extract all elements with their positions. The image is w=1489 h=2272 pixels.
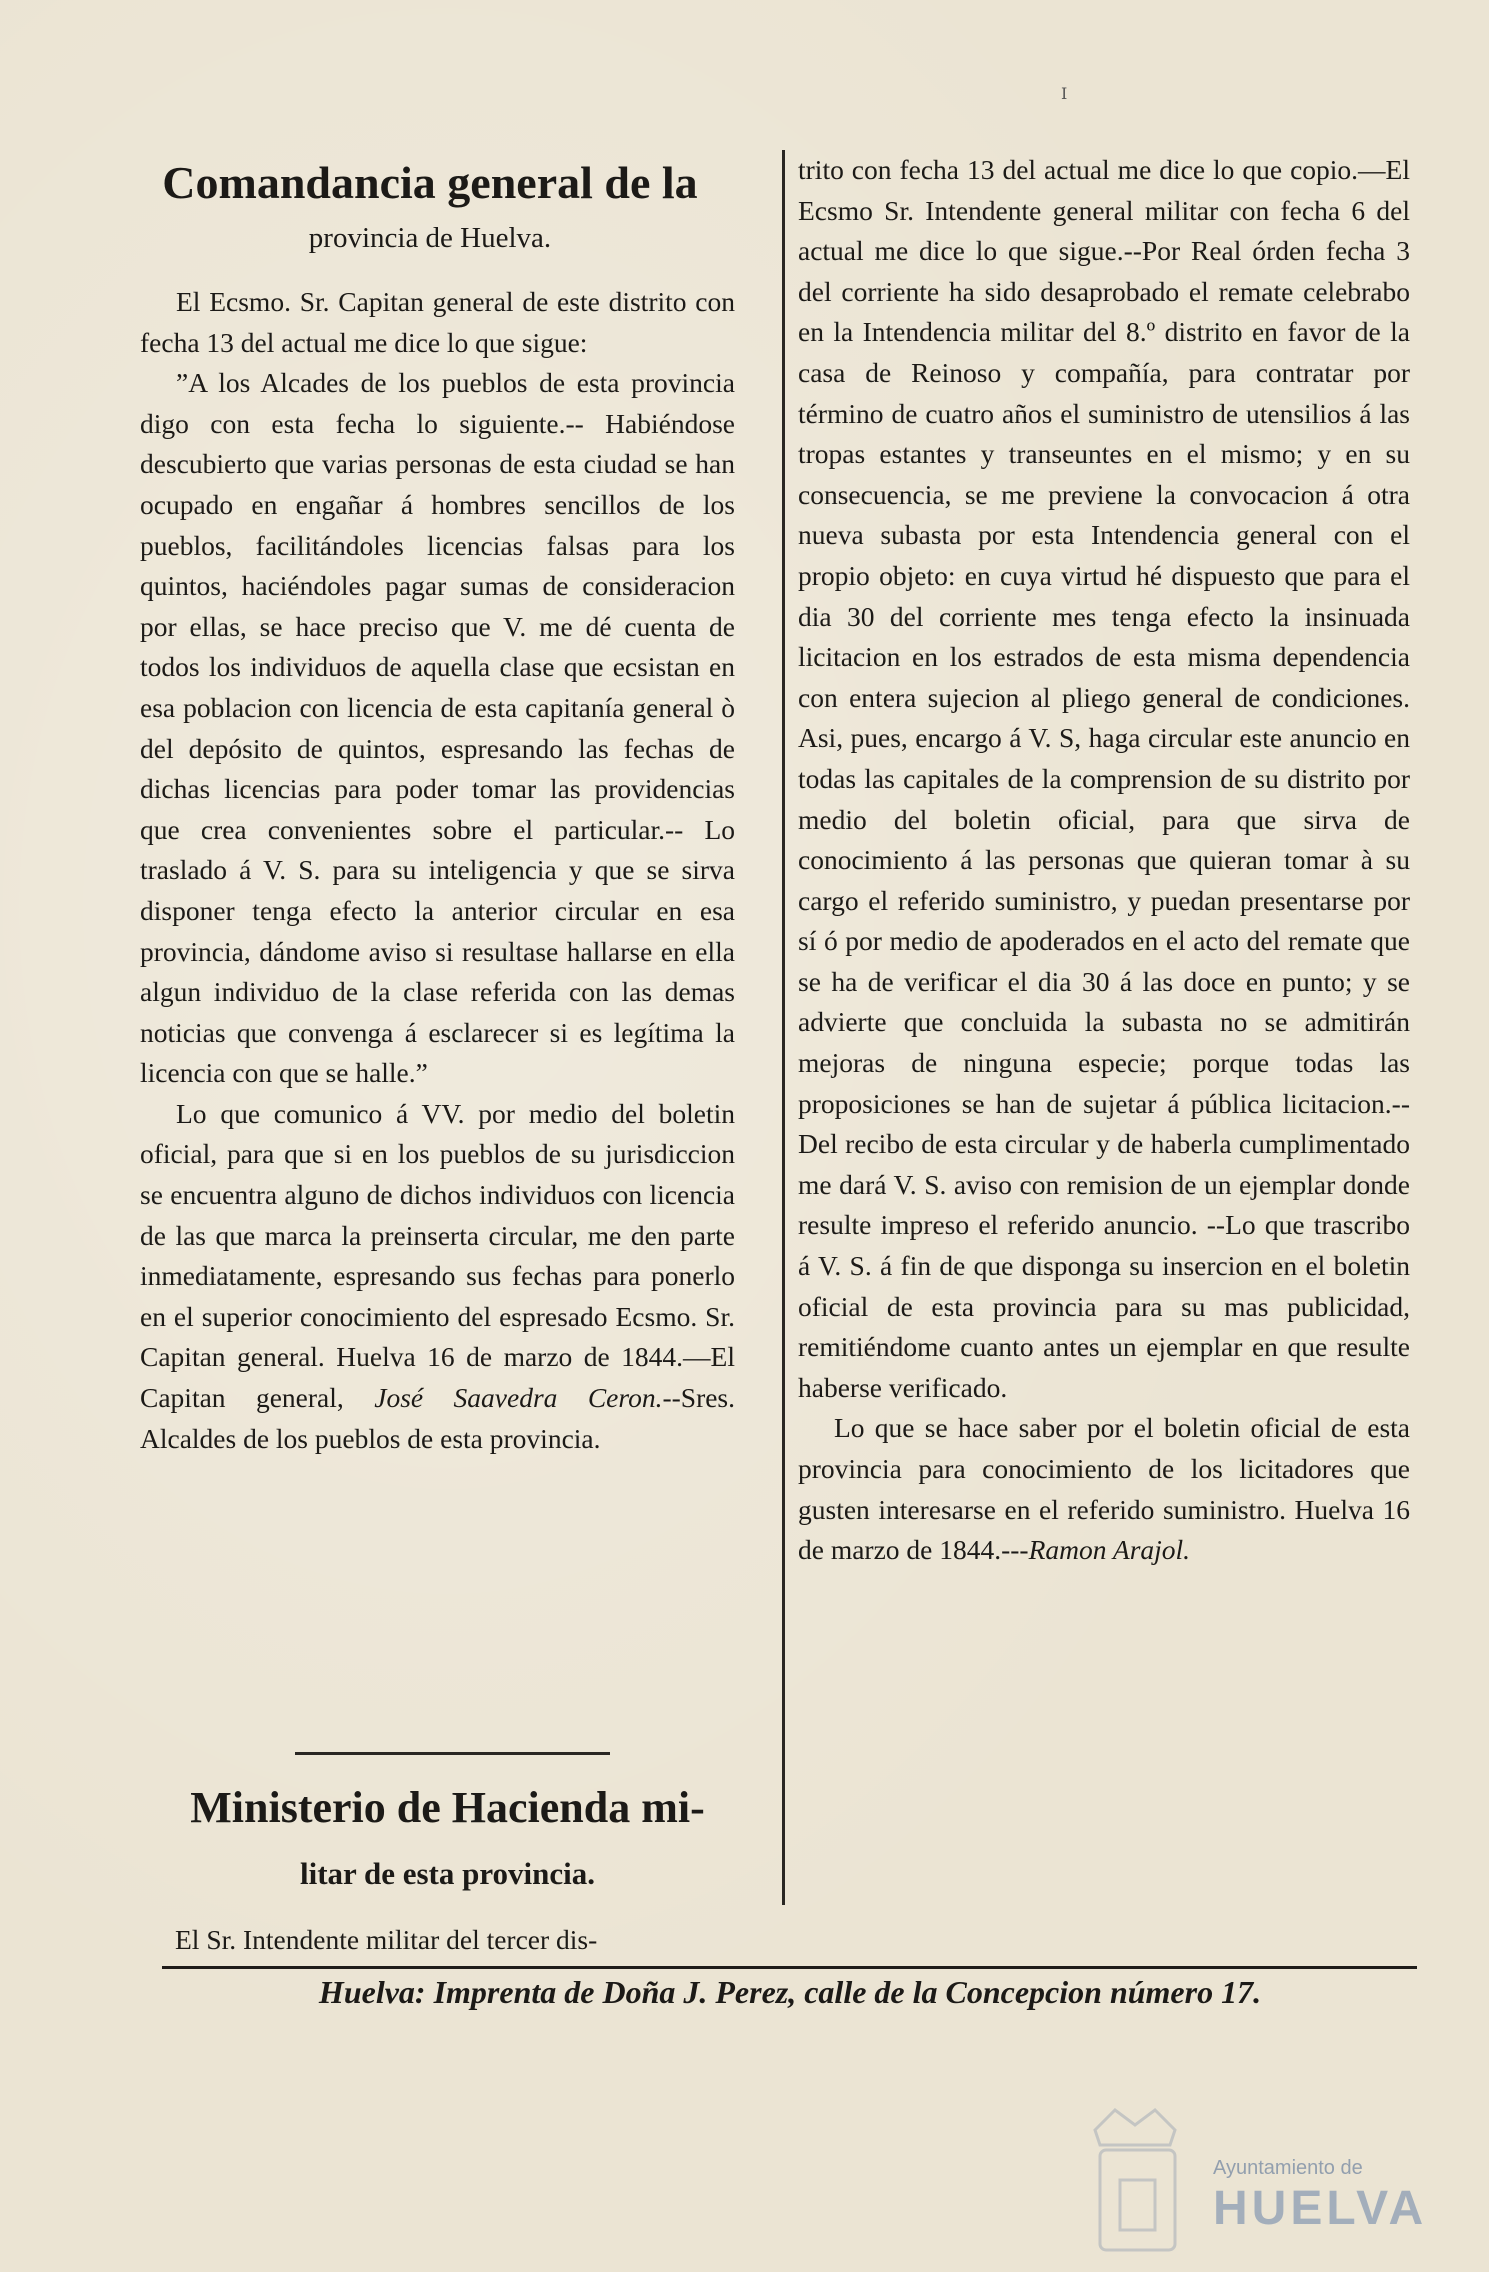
column-divider <box>782 150 785 1905</box>
section1-closing-block <box>140 1094 735 1459</box>
section2-lead: El Sr. Intendente militar del tercer dis- <box>175 1924 598 1955</box>
printer-imprint: Huelva: Imprenta de Doña J. Perez, calle de la Concepcion número 17. <box>318 1974 1262 2010</box>
section1-signature: José Saavedra Ceron. <box>374 1382 663 1414</box>
section1-circular: ”A los Alcades de los pueblos de esta provincia digo con esta fecha lo siguiente.-- Habiéndose descubierto que varias personas de esta ciudad se han ocupado en engañar á hombres sencillos de los pueblos, facilitándoles licencias falsas para los quintos, haciéndoles pagar sumas de consideracion por ellas, se hace preciso que V. me dé cuenta de todos los individuos de aquella clase que ecsistan en esa poblacion con licencia de esta capitanía general ò del depósito de quintos, espresando las fechas de dichas licencias para poder tomar las providencias que crea convenientes sobre el particular.-- Lo traslado á V. S. para su inteligencia y que se sirva disponer tenga efecto la anterior circular en esa provincia, dándome aviso si resultase hallarse en ella algun individuo de la clase referida con las demas noticias que convenga á esclarecer si es legítima la licencia con que se halle.” <box>140 367 735 1089</box>
watermark-line1: Ayuntamiento de <box>1213 2157 1363 2179</box>
section1-subtitle: provincia de Huelva. <box>308 222 552 254</box>
section1-title: Comandancia general de la <box>162 157 698 208</box>
section2-continuation: trito con fecha 13 del actual me dice lo que copio.—El Ecsmo Sr. Intendente general militar con fecha 6 del actual me dice lo que sigue.--Por Real órden fecha 3 del corriente ha sido desaprobado el remate celebrabo en la Intendencia militar del 8.º distrito en favor de la casa de Reinoso y compañía, para contratar por término de cuatro años el suministro de utensilios á las tropas estantes y transeuntes en el mismo; y en su consecuencia, se me previene la convocacion á otra nueva subasta por esta Intendencia general con el propio objeto: en cuya virtud hé dispuesto que para el dia 30 del corriente mes tenga efecto la insinuada licitacion en los estrados de esta misma dependencia con entera sujecion al pliego general de condiciones. Asi, pues, encargo á V. S, haga circular este anuncio en todas las capitales de la comprension de su distrito por medio del boletin oficial, para que sirva de conocimiento á las personas que quieran tomar à su cargo el referido suministro, y puedan presentarse por sí ó por medio de apoderados en el acto del remate que se ha de verificar el dia 30 á las doce en punto; y se advierte que concluida la subasta no se admitirán mejoras de ninguna especie; porque todas las proposiciones se han de sujetar á pública licitacion.--Del recibo de esta circular y de haberla cumplimentado me dará V. S. aviso con remision de un ejemplar donde resulte impreso el referido anuncio. --Lo que trascribo á V. S. á fin de que disponga su insercion en el boletin oficial de esta provincia para su mas publicidad, remitiéndome cuanto antes un ejemplar en que resulte haberse verificado. <box>798 154 1410 1403</box>
section1-after-signature: --Sres. Alcaldes de los pueblos de esta provincia. <box>140 1382 736 1454</box>
section2-signature: Ramon Arajol. <box>1028 1534 1191 1566</box>
page-mark: I <box>1061 84 1068 103</box>
section2-closing: Lo que se hace saber por el boletin oficial de esta provincia para conocimiento de los licitadores que gusten interesarse en el referido suministro. Huelva 16 de marzo de 1844.--- <box>798 1412 1410 1566</box>
right-column <box>798 150 1410 1571</box>
section-divider-rule <box>295 1752 610 1755</box>
left-column <box>140 282 735 1459</box>
section1-closing: Lo que comunico á VV. por medio del boletin oficial, para que si en los pueblos de su jurisdiccion se encuentra alguno de dichos individuos con licencia de las que marca la preinserta circular, me den parte inmediatamente, espresando sus fechas para ponerlo en el superior conocimiento del espresado Ecsmo. Sr. Capitan general. Huelva 16 de marzo de 1844.—El Capitan general, <box>140 1097 735 1414</box>
section1-intro: El Ecsmo. Sr. Capitan general de este distrito con fecha 13 del actual me dice lo que sigue: <box>140 286 735 358</box>
section2-subtitle: litar de esta provincia. <box>299 1856 596 1891</box>
section2-closing-block <box>798 1408 1410 1570</box>
watermark-line2: HUELVA <box>1213 2182 1428 2235</box>
section2-title: Ministerio de Hacienda mi- <box>190 1783 705 1832</box>
